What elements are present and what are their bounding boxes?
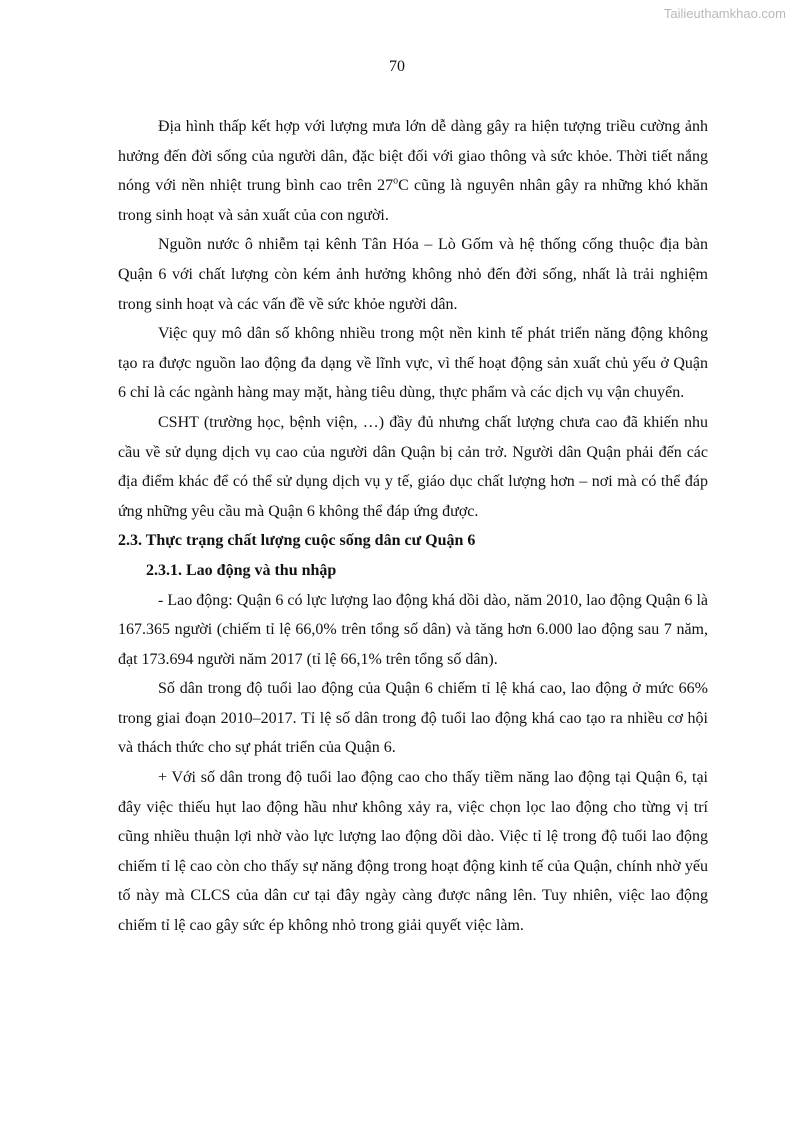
paragraph-labor-force: - Lao động: Quận 6 có lực lượng lao động khá dồi dào, năm 2010, lao động Quận 6 là 167.365 người (chiếm tỉ lệ 66,0% trên tổng số dân) và tăng hơn 6.000 lao động sau 7 năm, đạt 173.694 người năm 2017 (tỉ lệ 66,1% trên tổng số dân).	[118, 591, 708, 668]
watermark-text: Tailieuthamkhao.com	[663, 6, 786, 21]
subsection-heading-2-3-1: 2.3.1. Lao động và thu nhập	[146, 561, 337, 579]
page-number: 70	[389, 58, 405, 75]
section-heading-2-3: 2.3. Thực trạng chất lượng cuộc sống dân cư Quận 6	[118, 532, 476, 550]
paragraph-water-pollution: Nguồn nước ô nhiễm tại kênh Tân Hóa – Lò Gốm và hệ thống cống thuộc địa bàn Quận 6 với chất lượng còn kém ảnh hưởng không nhỏ đến đời sống, nhất là trải nghiệm trong sinh hoạt và các vấn đề về sức khỏe người dân.	[118, 236, 708, 313]
paragraph-working-age-ratio: Số dân trong độ tuổi lao động của Quận 6 chiếm tỉ lệ khá cao, lao động ở mức 66% trong giai đoạn 2010–2017. Tỉ lệ số dân trong độ tuổi lao động khá cao tạo ra nhiều cơ hội và thách thức cho sự phát triển của Quận 6.	[118, 680, 708, 757]
paragraph-infrastructure: CSHT (trường học, bệnh viện, …) đầy đủ nhưng chất lượng chưa cao đã khiến nhu cầu về sử dụng dịch vụ cao của người dân Quận bị cản trở. Người dân Quận phải đến các địa điểm khác để có thể sử dụng dịch vụ y tế, giáo dục chất lượng hơn – nơi mà có thể đáp ứng những yêu cầu mà Quận 6 không thể đáp ứng được.	[118, 413, 708, 520]
paragraph-terrain-climate-part-2: C cũng là nguyên nhân gây ra những khó khăn trong sinh hoạt và sản xuất của con người.	[118, 177, 709, 224]
paragraph-terrain-climate	[118, 112, 708, 230]
degree-superscript: o	[393, 175, 399, 187]
paragraph-labor-potential: + Với số dân trong độ tuổi lao động cao cho thấy tiềm năng lao động tại Quận 6, tại đây việc thiếu hụt lao động hầu như không xảy ra, việc chọn lọc lao động cho từng vị trí cũng nhiều thuận lợi nhờ vào lực lượng lao động dồi dào. Việc tỉ lệ trong độ tuổi lao động chiếm tỉ lệ cao còn cho thấy sự năng động trong hoạt động kinh tế của Quận, chính nhờ yếu tố này mà CLCS của dân cư tại đây ngày càng được nâng lên. Tuy nhiên, việc lao động chiếm tỉ lệ cao gây sức ép không nhỏ trong giải quyết việc làm.	[118, 769, 708, 935]
paragraph-terrain-climate-part-1: Địa hình thấp kết hợp với lượng mưa lớn dễ dàng gây ra hiện tượng triều cường ảnh hưởng đến đời sống của người dân, đặc biệt đối với giao thông và sức khỏe. Thời tiết nắng nóng với nền nhiệt trung bình cao trên 27	[118, 118, 708, 195]
document-body	[118, 112, 708, 941]
paragraph-population-economy: Việc quy mô dân số không nhiều trong một nền kinh tế phát triển năng động không tạo ra được nguồn lao động đa dạng về lĩnh vực, vì thế hoạt động sản xuất chủ yếu ở Quận 6 chỉ là các ngành hàng may mặt, hàng tiêu dùng, thực phẩm và các dịch vụ vận chuyển.	[118, 325, 708, 402]
